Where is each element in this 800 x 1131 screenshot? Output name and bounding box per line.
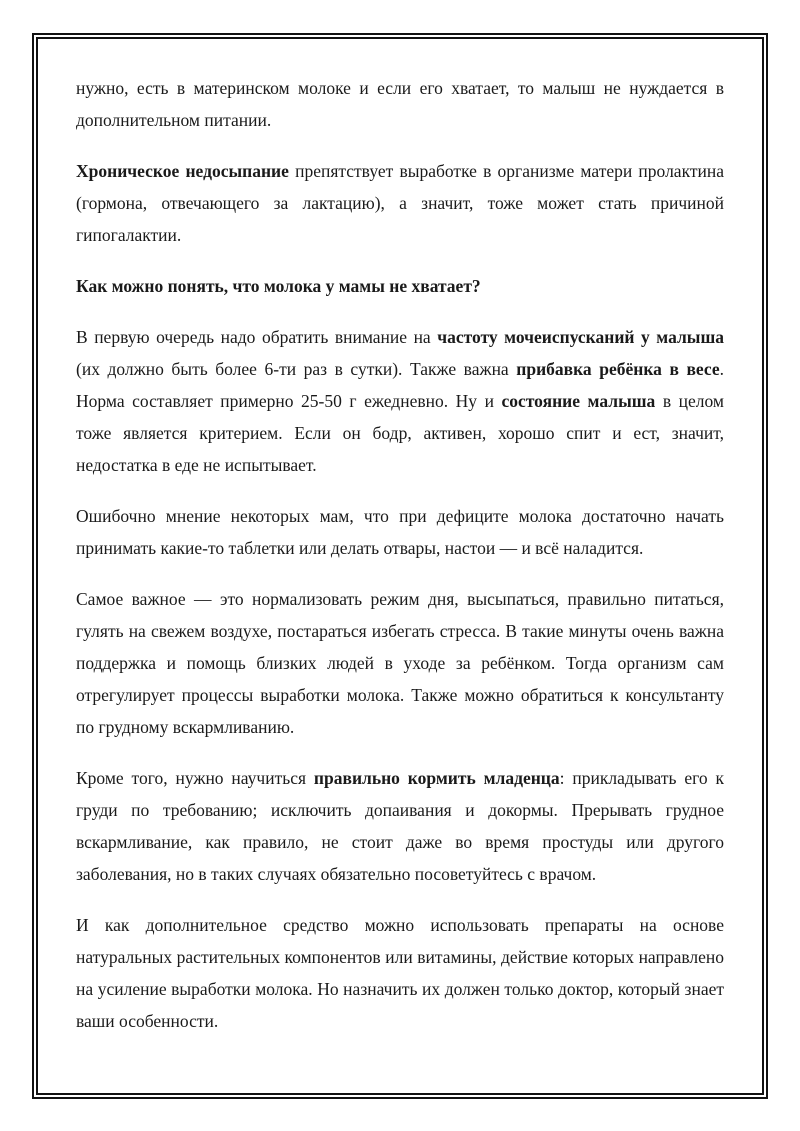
paragraph-3-text-a: В первую очередь надо обратить внимание на [76,327,438,347]
paragraph-4: Ошибочно мнение некоторых мам, что при дефиците молока достаточно начать принимать какие-то таблетки или делать отвары, настои — и всё наладится. [76,506,724,558]
paragraph-3-text-c: (их должно быть более 6-ти раз в сутки). Также важна [76,359,517,379]
paragraph-5: Самое важное — это нормализовать режим дня, высыпаться, правильно питаться, гулять на свежем воздухе, постараться избегать стресса. В такие минуты очень важна поддержка и помощь близких людей в уходе за ребёнком. Тогда организм сам отрегулирует процессы выработки молока. Также можно обратиться к консультанту по грудному вскармливанию. [76,589,724,737]
section-heading: Как можно понять, что молока у мамы не хватает? [76,276,481,296]
paragraph-6-text-a: Кроме того, нужно научиться [76,768,314,788]
paragraph-3-text-e: в целом тоже является критерием. Если он бодр, активен, хорошо спит и ест, значит, недостатка в еде не испытывает. [76,391,724,475]
term-proper-feeding: правильно кормить младенца [313,768,560,788]
paragraph-2-text: препятствует выработке в организме матери пролактина (гормона, отвечающего за лактацию), а значит, тоже может стать причиной гипогалактии. [76,161,724,245]
term-weight-gain: прибавка ребёнка в весе [516,359,720,379]
paragraph-6 [76,762,724,890]
paragraph-3 [76,321,724,481]
paragraph-2 [76,155,724,251]
paragraph-3-text-d: . Норма составляет примерно 25-50 г ежедневно. Ну и [76,359,725,411]
paragraph-1-text: нужно, есть в материнском молоке и если его хватает, то малыш не нуждается в дополнительном питании. [76,78,724,130]
paragraph-7: И как дополнительное средство можно использовать препараты на основе натуральных растительных компонентов или витамины, действие которых направлено на усиление выработки молока. Но назначить их должен только доктор, который знает ваши особенности. [76,915,724,1031]
term-chronic-sleep-deprivation: Хроническое недосыпание [76,161,289,181]
paragraph-6-text-c: : прикладывать его к груди по требованию; исключить допаивания и докормы. Прерывать грудное вскармливание, как правило, не стоит даже во время простуды или другого заболевания, но в таких случаях обязательно посоветуйтесь с врачом. [76,768,724,884]
paragraph-1 [76,72,724,136]
term-urination-frequency: частоту мочеиспусканий у малыша [437,327,724,347]
document-body [76,72,724,1056]
term-baby-condition: состояние малыша [501,391,656,411]
